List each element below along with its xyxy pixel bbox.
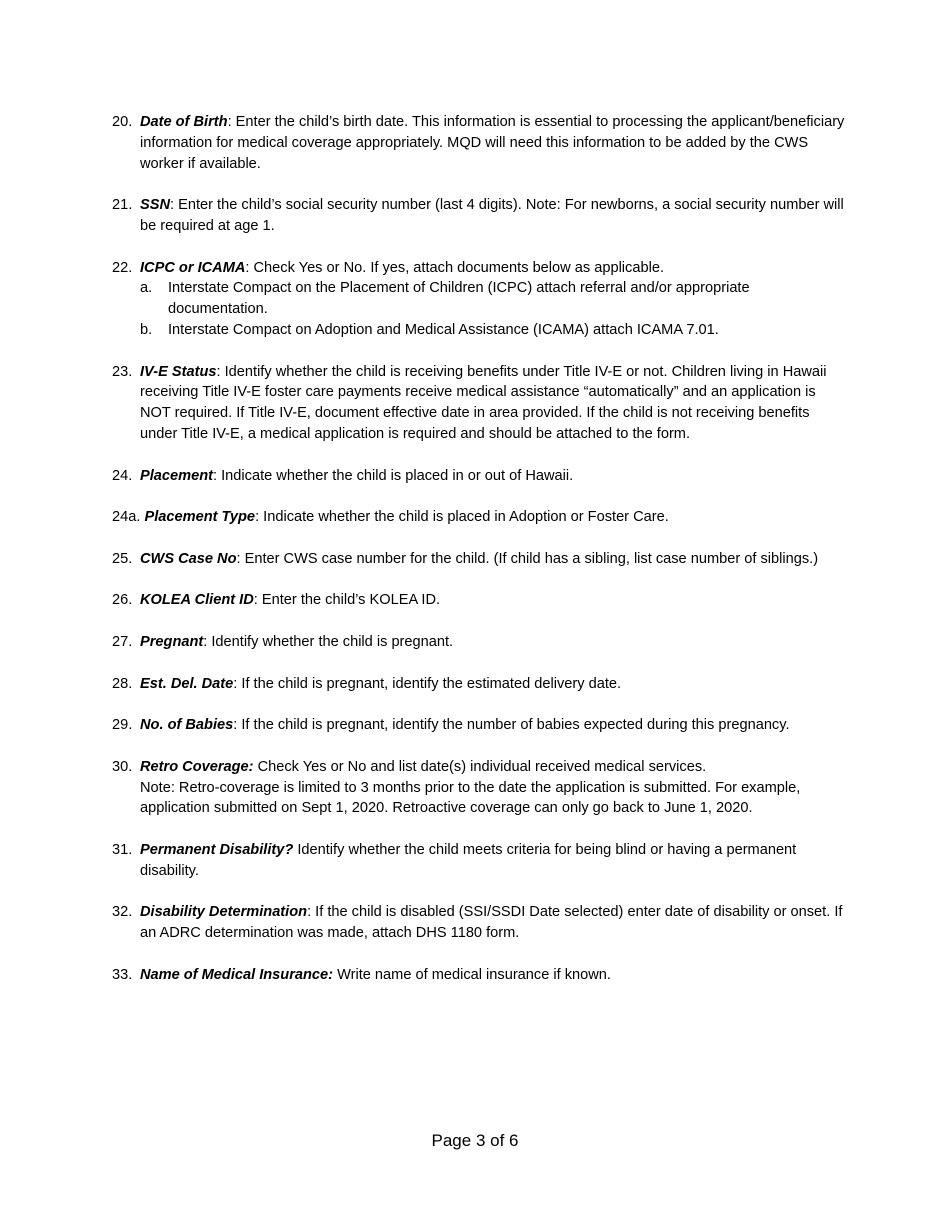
item-label: ICPC or ICAMA xyxy=(140,259,246,276)
item-label: Pregnant xyxy=(140,633,204,650)
list-item-21 xyxy=(112,195,847,237)
sublist xyxy=(140,278,847,340)
item-label: Est. Del. Date xyxy=(140,675,234,692)
item-text: : Identify whether the child is pregnant. xyxy=(203,633,454,650)
list-item-27 xyxy=(112,632,847,653)
instruction-list xyxy=(112,112,847,1006)
item-text: : If the child is pregnant, identify the number of babies expected during this pregnancy. xyxy=(233,717,790,734)
item-text: Write name of medical insurance if known. xyxy=(333,966,611,983)
item-text: : Indicate whether the child is placed in or out of Hawaii. xyxy=(213,467,574,484)
sublist-letter: a. xyxy=(140,280,153,297)
list-item-20 xyxy=(112,112,847,174)
item-label: Retro Coverage: xyxy=(140,758,254,775)
item-number: 31. xyxy=(112,841,133,858)
item-label: Date of Birth xyxy=(140,114,228,130)
item-label: SSN xyxy=(140,197,171,214)
item-label: CWS Case No xyxy=(140,550,237,567)
item-number: 24. xyxy=(112,467,133,484)
list-item-25 xyxy=(112,549,847,570)
sublist-letter: b. xyxy=(140,321,153,338)
item-text: : Enter CWS case number for the child. (If child has a sibling, list case number of siblings.) xyxy=(236,550,819,567)
item-number: 23. xyxy=(112,363,133,380)
sublist-item-b xyxy=(140,320,847,341)
list-item-28 xyxy=(112,674,847,695)
item-number: 26. xyxy=(112,592,133,609)
item-text: : If the child is pregnant, identify the estimated delivery date. xyxy=(233,675,622,692)
item-text: : Enter the child’s KOLEA ID. xyxy=(253,592,441,609)
item-text: : If the child is disabled (SSI/SSDI Date selected) enter date of disability or onset. If an ADRC determination was made, attach DHS 1180 form. xyxy=(140,904,843,942)
list-item-29 xyxy=(112,715,847,736)
list-item-31 xyxy=(112,840,847,882)
item-note: Note: Retro-coverage is limited to 3 months prior to the date the application is submitted. For example, application submitted on Sept 1, 2020. Retroactive coverage can only go back to June 1, 2020. xyxy=(140,779,801,817)
item-text: : Identify whether the child is receiving benefits under Title IV-E or not. Children living in Hawaii receiving Title IV-E foster care payments receive medical assistance “automatically” and an application is NOT required. If Title IV-E, document effective date in area provided. If the child is not receiving benefits under Title IV-E, a medical application is required and should be attached to the form. xyxy=(140,363,827,442)
sublist-item-a xyxy=(140,278,847,320)
list-item-24a xyxy=(112,507,847,528)
item-number: 20. xyxy=(112,114,133,130)
list-item-24 xyxy=(112,466,847,487)
item-label: Permanent Disability? xyxy=(140,841,294,858)
list-item-22 xyxy=(112,258,847,341)
item-label: Placement Type xyxy=(144,509,256,526)
item-number: 29. xyxy=(112,717,133,734)
list-item-23 xyxy=(112,362,847,445)
sublist-text: Interstate Compact on the Placement of Children (ICPC) attach referral and/or appropriate documentation. xyxy=(168,280,750,318)
item-number: 21. xyxy=(112,197,133,214)
item-number: 30. xyxy=(112,758,133,775)
item-text: : Indicate whether the child is placed in Adoption or Foster Care. xyxy=(255,509,669,526)
item-text: Check Yes or No and list date(s) individual received medical services. xyxy=(253,758,707,775)
item-label: KOLEA Client ID xyxy=(140,592,254,609)
item-number: 22. xyxy=(112,259,133,276)
item-text: : Enter the child’s social security number (last 4 digits). Note: For newborns, a social security number will be required at age 1. xyxy=(140,197,844,234)
sublist-text: Interstate Compact on Adoption and Medical Assistance (ICAMA) attach ICAMA 7.01. xyxy=(168,321,719,338)
item-number: 33. xyxy=(112,966,133,983)
item-label: Disability Determination xyxy=(140,904,308,921)
item-text: : Check Yes or No. If yes, attach documents below as applicable. xyxy=(245,259,664,276)
item-text: : Enter the child’s birth date. This information is essential to processing the applicant/beneficiary information for medical coverage appropriately. MQD will need this information to be added by the CWS worker if available. xyxy=(140,114,845,172)
list-item-30 xyxy=(112,757,847,819)
item-text: Identify whether the child meets criteria for being blind or having a permanent disability. xyxy=(140,841,797,879)
list-item-32 xyxy=(112,902,847,944)
item-number: 24a. xyxy=(112,509,141,526)
item-label: No. of Babies xyxy=(140,717,234,734)
page-number: Page 3 of 6 xyxy=(431,1131,519,1150)
list-item-26 xyxy=(112,590,847,611)
item-label: IV-E Status xyxy=(140,363,217,380)
item-number: 32. xyxy=(112,904,133,921)
item-number: 25. xyxy=(112,550,133,567)
item-label: Placement xyxy=(140,467,214,484)
item-number: 28. xyxy=(112,675,133,692)
item-label: Name of Medical Insurance: xyxy=(140,966,334,983)
list-item-33 xyxy=(112,965,847,986)
item-number: 27. xyxy=(112,633,133,650)
